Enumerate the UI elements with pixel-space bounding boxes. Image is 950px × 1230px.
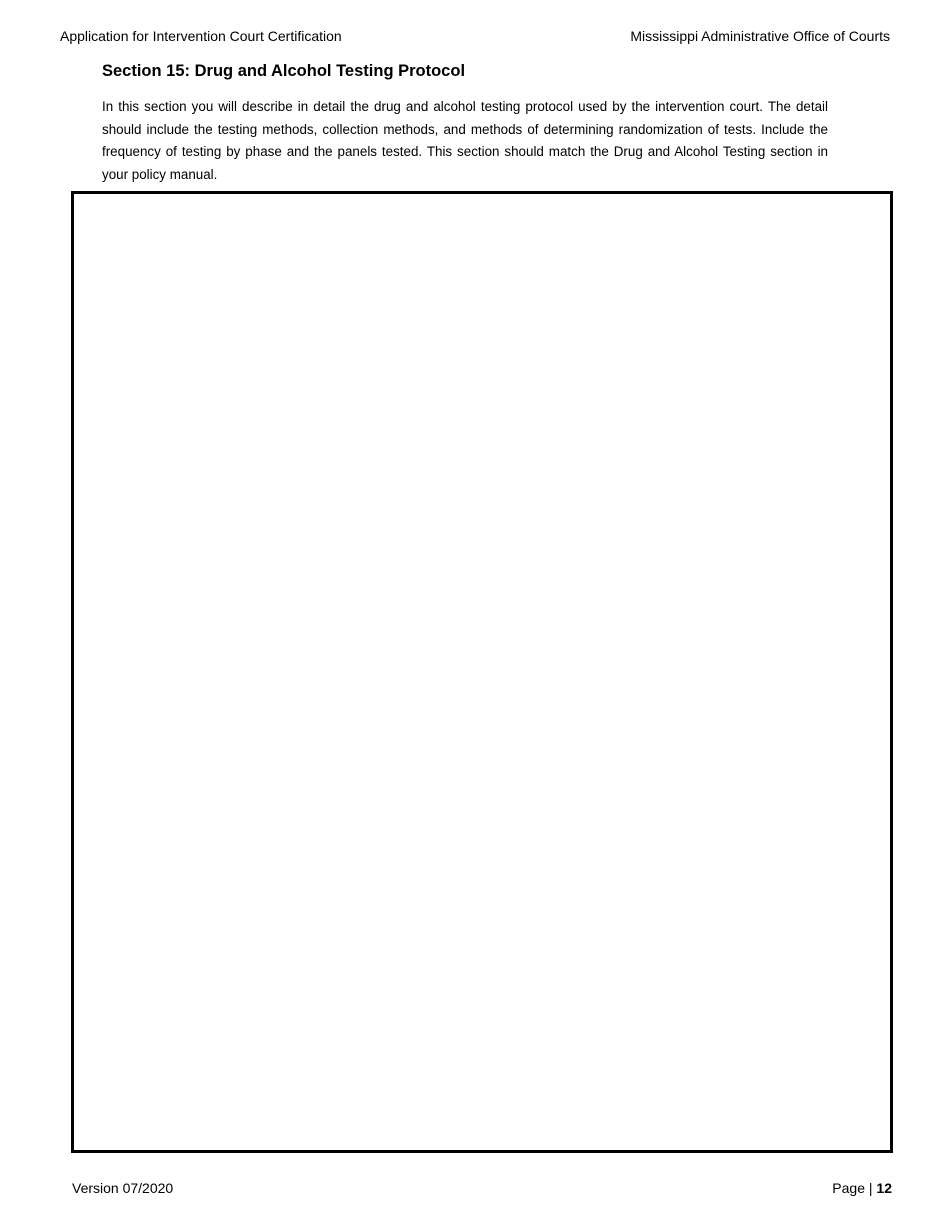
section-title: Section 15: Drug and Alcohol Testing Protocol <box>102 62 466 80</box>
document-header-agency: Mississippi Administrative Office of Courts <box>630 28 890 44</box>
document-header-title: Application for Intervention Court Certification <box>60 28 342 44</box>
response-text-field[interactable] <box>74 194 890 1150</box>
page-label: Page | <box>832 1180 877 1196</box>
footer-version: Version 07/2020 <box>72 1180 174 1196</box>
page-number: 12 <box>876 1180 892 1196</box>
footer-page-indicator <box>832 1180 892 1196</box>
response-box[interactable] <box>71 191 893 1153</box>
section-description: In this section you will describe in detail the drug and alcohol testing protocol used by the intervention court. The detail should include the testing methods, collection methods, and methods of determining randomization of tests. Include the frequency of testing by phase and the panels tested. This section should match the Drug and Alcohol Testing section in your policy manual. <box>102 99 828 182</box>
